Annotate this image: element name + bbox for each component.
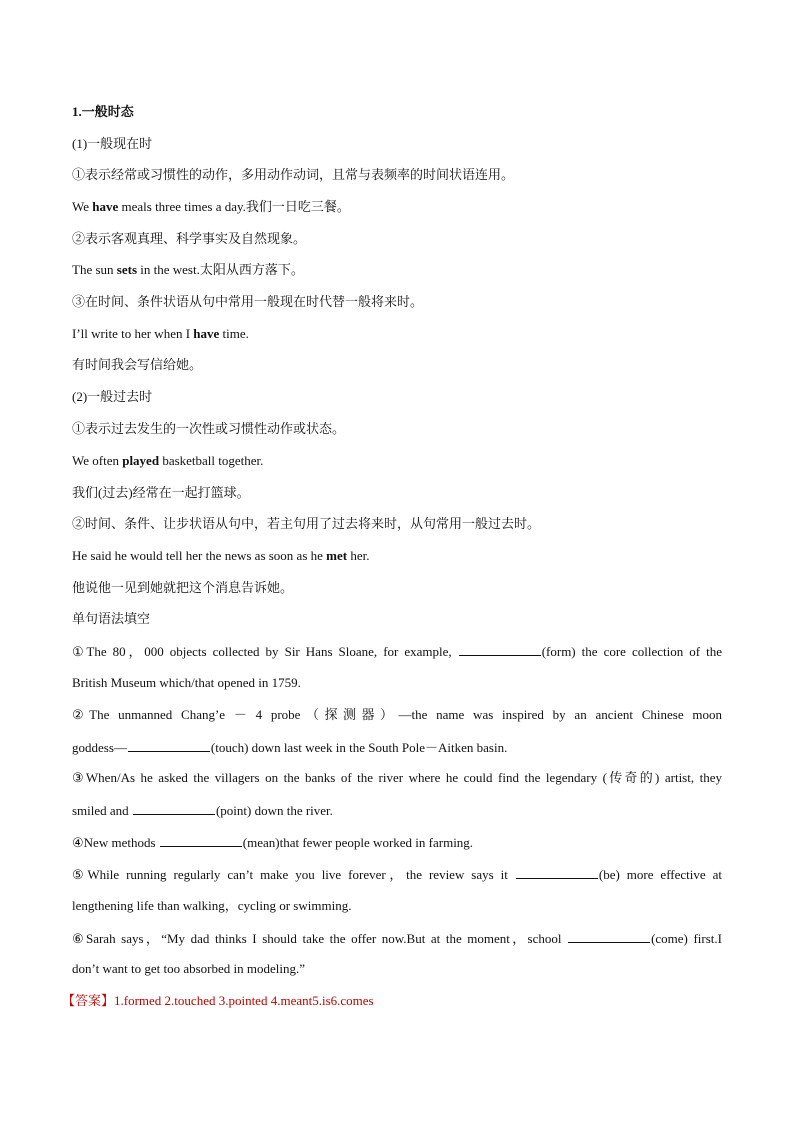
- answer-blank[interactable]: [459, 643, 541, 656]
- question-3-cont: smiled and (point) down the river.: [72, 803, 333, 818]
- question-5-cont: lengthening life than walking，cycling or swimming.: [72, 898, 352, 913]
- rule-3: ③在时间、条件状语从句中常用一般现在时代替一般将来时。: [72, 294, 424, 309]
- question-4: ④New methods (mean)that fewer people worked in farming.: [72, 835, 474, 850]
- question-1: ①The 80，000 objects collected by Sir Hans Sloane, for example, (form) the core collection of the: [72, 644, 722, 659]
- question-6: ⑥Sarah says，“My dad thinks I should take the offer now.But at the moment，school (come) first.I: [72, 931, 722, 946]
- answer-blank[interactable]: [133, 802, 215, 815]
- answer-blank[interactable]: [160, 834, 242, 847]
- question-2-cont: goddess— (touch) down last week in the South Pole－Aitken basin.: [72, 740, 508, 755]
- rule-1: ①表示经常或习惯性的动作，多用动作动词，且常与表频率的时间状语连用。: [72, 167, 515, 182]
- exercise-title: 单句语法填空: [72, 611, 151, 626]
- answer-blank[interactable]: [128, 739, 210, 752]
- answer-blank[interactable]: [568, 930, 650, 943]
- subheading-past: (2)一般过去时: [72, 389, 153, 404]
- rule-5: ②时间、条件、让步状语从句中，若主句用了过去将来时，从句常用一般过去时。: [72, 516, 541, 531]
- answer-line: [62, 993, 712, 1009]
- example-4-translation: 我们(过去)经常在一起打篮球。: [72, 485, 250, 500]
- example-1: We have meals three times a day.我们一日吃三餐。: [72, 199, 350, 214]
- question-3: ③When/As he asked the villagers on the banks of the river where he could find the legendary (传奇的) artist, they: [72, 770, 722, 785]
- example-5-translation: 他说他一见到她就把这个消息告诉她。: [72, 580, 294, 595]
- example-4: We often played basketball together.: [72, 453, 264, 468]
- example-2: The sun sets in the west.太阳从西方落下。: [72, 262, 304, 277]
- rule-2: ②表示客观真理、科学事实及自然现象。: [72, 231, 307, 246]
- answer-text: 1.formed 2.touched 3.pointed 4.meant5.is6.comes: [114, 993, 374, 1008]
- question-5: ⑤While running regularly can’t make you live forever，the review says it (be) more effective at: [72, 867, 723, 882]
- answer-blank[interactable]: [516, 866, 598, 879]
- section-heading: 1.一般时态: [72, 104, 134, 119]
- question-1-cont: British Museum which/that opened in 1759.: [72, 675, 301, 690]
- subheading-present: (1)一般现在时: [72, 136, 153, 151]
- example-3: I’ll write to her when I have time.: [72, 326, 249, 341]
- rule-4: ①表示过去发生的一次性或习惯性动作或状态。: [72, 421, 346, 436]
- question-2: ②The unmanned Chang’e － 4 probe（探测器）—the name was inspired by an ancient Chinese moon: [72, 707, 722, 722]
- answer-label: 【答案】: [62, 993, 115, 1008]
- example-5: He said he would tell her the news as soon as he met her.: [72, 548, 370, 563]
- example-3-translation: 有时间我会写信给她。: [72, 357, 203, 372]
- question-6-cont: don’t want to get too absorbed in modeling.”: [72, 961, 305, 976]
